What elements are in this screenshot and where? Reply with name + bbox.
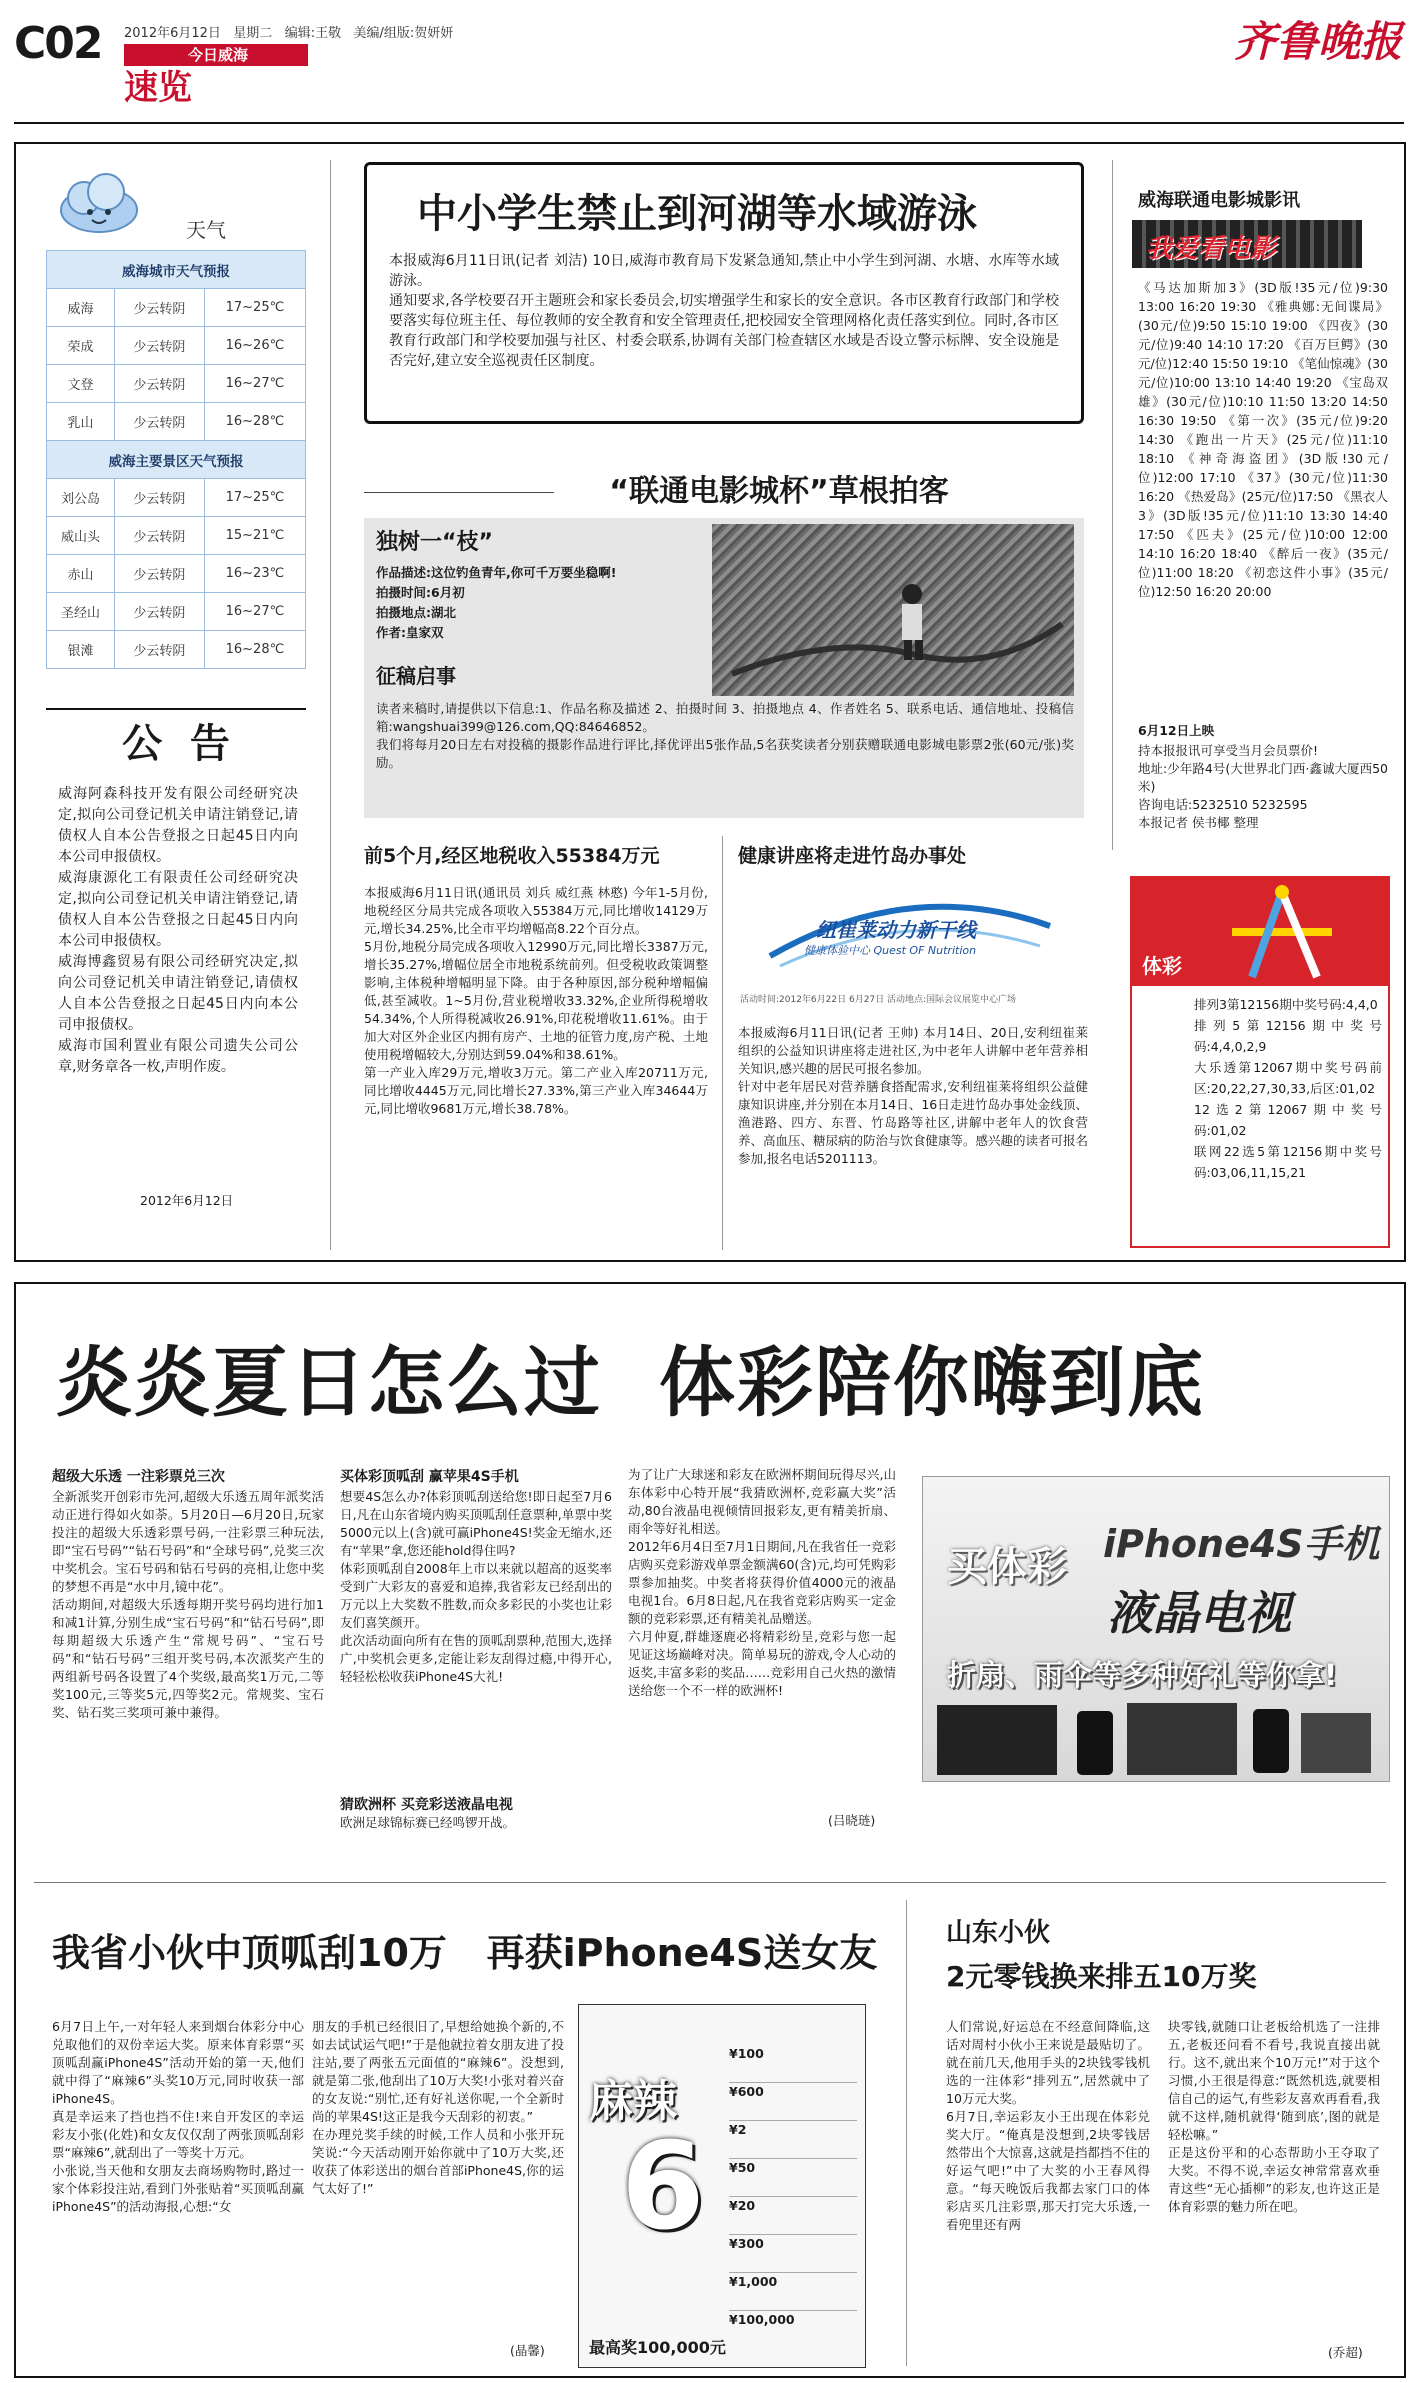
ad-line2: iPhone4S手机: [1103, 1522, 1380, 1566]
health-strip: 活动时间:2012年6月22日 6月27日 活动地点:国际会议展览中心广场: [740, 995, 1017, 1005]
health-logo-main: 纽崔莱动力新干线: [816, 918, 976, 942]
cinema-title: 威海联通电影城影讯: [1138, 190, 1300, 211]
city-weather-title: 威海城市天气预报: [47, 251, 306, 289]
table-row: 乳山 少云转阴 16~28℃: [47, 403, 306, 441]
cinema-banner: [1132, 220, 1362, 268]
call-title: 征稿启事: [376, 664, 456, 688]
health-headline: 健康讲座将走进竹岛办事处: [738, 845, 967, 867]
tax-body: 本报威海6月11日讯(通讯员 刘兵 威红燕 林憨) 今年1-5月份,地税经区分局共完成各项收入55384万元,同比增收14129万元,增长34.25%,比全市平均增幅高8.22个百分点。 5月份,地税分局完成各项收入12990万元,同比增长3387万元,增长35.27%,增幅位居全市地税系统前列。但受税收政策调整影响,主体税种增幅明显下降。由于各种原因,部分税种增幅偏低,甚至减收。1~5月份,营业税增收33.32%,企业所得税增收54.34%,个人所得税减收26.91%,印花税增收11.61%。由于加大对区外企业区内拥有房产、土地的征管力度,房产税、土地使用税增幅较大,分别达到59.04%和38.61%。 第一产业入库29万元,增收3万元。第二产业入库20711万元,同比增收4445万元,同比增长27.33%,第三产业入库34644万元,同比增收9681万元,增长38.78%。: [364, 885, 708, 1116]
change-headline: 2元零钱换来排五10万奖: [946, 1960, 1257, 1993]
notice-body: 威海阿森科技开发有限公司经研究决定,拟向公司登记机关申请注销登记,请债权人自本公告登报之日起45日内向本公司申报债权。 威海康源化工有限责任公司经研究决定,拟向公司登记机关申请注销登记,请债权人自本公告登报之日起45日内向本公司申报债权。 威海博鑫贸易有限公司经研究决定,拟向公司登记机关申请注销登记,请债权人自本公告登报之日起45日内向本公司申报债权。 威海市国利置业有限公司遗失公司公章,财务章各一枚,声明作废。: [58, 786, 298, 1075]
cinema-footer: 持本报报讯可享受当月会员票价! 地址:少年路4号(大世界北门西·鑫诚大厦西50米) 咨询电话:5232510 5232595 本报记者 侯书椰 整理: [1138, 743, 1388, 830]
health-logo: [760, 886, 1060, 986]
feature-col2-body2: 欧洲足球锦标赛已经鸣锣开战。: [340, 1815, 516, 1830]
feature-col3-credit: (吕晓琏): [828, 1813, 876, 1828]
lottery-label: 体彩: [1142, 954, 1182, 978]
cinema-banner-text: 我爱看电影: [1146, 234, 1277, 264]
lead-story-box: [364, 162, 1084, 424]
ticket-prize: ¥1,000: [729, 2273, 857, 2311]
feature-col1-body: 全新派奖开创彩市先河,超级大乐透五周年派奖活动正进行得如火如荼。5月20日—6月20日,玩家投注的超级大乐透彩票号码,一注彩票三种玩法,即“宝石号码”“钻石号码”和“全球号码”,兑奖三次中奖机会。宝石号码和钻石号码的亮相,让您中奖的梦想不再是“水中月,镜中花”。 活动期间,对超级大乐透每期开奖号码均进行加1和减1计算,分别生成“宝石号码”和“钻石号码”,即每期超级大乐透产生“常规号码”、“宝石号码”和“钻石号码”三组开奖号码,本次派奖产生的两组新号码各设置了4个奖级,最高奖1万元,二等奖100元,三等奖5元,四等奖2元。常规奖、宝石奖、钻石奖三奖项可兼中兼得。: [52, 1489, 324, 1720]
feature-col2-sub: 买体彩顶呱刮 赢苹果4S手机: [340, 1469, 519, 1485]
page-code: C02: [14, 18, 102, 69]
tax-headline: 前5个月,经区地税收入55384万元: [364, 845, 660, 867]
lottery-results: 排列3第12156期中奖号码:4,4,0 排列5第12156期中奖号码:4,4,0,2,9 大乐透第12067期中奖号码前区:20,22,27,30,33,后区:01,02 12选2第12067期中奖号码:01,02 联网22选5第12156期中奖号码:03,06,11,15,21: [1194, 997, 1382, 1180]
contest-photo: [712, 524, 1074, 696]
tv-phone-image: [937, 1699, 1377, 1779]
lottery-logo-icon: [1222, 882, 1342, 982]
ticket-prize: ¥2: [729, 2121, 857, 2159]
ad-line1: 买体彩: [947, 1544, 1067, 1590]
feature-col3-body: 为了让广大球迷和彩友在欧洲杯期间玩得尽兴,山东体彩中心特开展“我猜欧洲杯,竞彩赢大奖”活动,80台液晶电视倾情回报彩友,更有精美折扇、雨伞等好礼相送。 2012年6月4日至7月1日期间,凡在我省任一竞彩店购买竞彩游戏单票金额满60(含)元,均可凭购彩票参加抽奖。中奖者将获得价值4000元的液晶电视1台。6月8日起,凡在我省竞彩店购买一定金额的竞彩彩票,还有精美礼品赠送。 六月仲夏,群雄逐鹿必将精彩纷呈,竞彩与您一起见证这场巅峰对决。简单易玩的游戏,令人心动的返奖,丰富多彩的奖品……竞彩用自己火热的激情送给您一个不一样的欧洲杯!: [628, 1467, 896, 1698]
masthead-logo: 齐鲁晚报: [1234, 17, 1403, 66]
ticket-number: 6: [621, 2118, 705, 2257]
table-row: 文登 少云转阴 16~27℃: [47, 365, 306, 403]
right-column-divider: [1112, 160, 1113, 850]
scratch-col2: 朋友的手机已经很旧了,早想给她换个新的,不如去试试运气吧!”于是他就拉着女朋友进了投注站,要了两张五元面值的“麻辣6”。没想到,就是第二张,他刮出了10万大奖!小张对着兴奋的女友说:“别忙,还有好礼送你呢,一个全新时尚的苹果4S!这正是我今天刮彩的初衷。” 在办理兑奖手续的时候,工作人员和小张开玩笑说:“今天活动刚开始你就中了10万大奖,还收获了体彩送出的烟台首部iPhone4S,你的运气太好了!”: [312, 2019, 564, 2196]
city-weather-table: [46, 250, 306, 669]
feature-ad: [922, 1476, 1390, 1782]
table-row: 威山头 少云转阴 15~21℃: [47, 517, 306, 555]
feature-headline: 炎炎夏日怎么过 体彩陪你嗨到底: [56, 1338, 1205, 1427]
contest-rule-left: [364, 492, 554, 493]
feature-col2-sub2: 猜欧洲杯 买竞彩送液晶电视: [340, 1797, 513, 1813]
feature-bottom-divider: [34, 1882, 1386, 1883]
change-col2: 块零钱,就随口让老板给机选了一注排五,老板还问看不看号,我说直接出就行。这不,就出来个10万元!”对于这个习惯,小王很是得意:“既然机选,就要相信自己的运气,有些彩友喜欢再看看,我就不这样,随机就得‘随到底’,图的就是轻松嘛。” 正是这份平和的心态帮助小王夺取了大奖。不得不说,幸运女神常常喜欢垂青这些“无心插柳”的彩友,也许这正是体育彩票的魅力所在吧。: [1168, 2019, 1380, 2214]
ticket-prize: ¥300: [729, 2235, 857, 2273]
ticket-prize: ¥600: [729, 2083, 857, 2121]
bottom-column-divider: [906, 1900, 907, 2366]
change-credit: (乔超): [1328, 2345, 1363, 2360]
ticket-prize: ¥100: [729, 2045, 857, 2083]
contest-title: “联通电影城杯”草根拍客: [609, 474, 949, 509]
health-logo-sub: 健康体验中心 Quest OF Nutrition: [804, 944, 977, 957]
cinema-date-note: 6月12日上映: [1138, 723, 1215, 738]
change-kicker: 山东小伙: [946, 1918, 1051, 1948]
notice-title: 公 告: [122, 721, 230, 767]
work-desc: 作品描述:这位钓鱼青年,你可千万要坐稳啊!: [376, 565, 617, 580]
cinema-listings: 《马达加斯加3》(3D版!35元/位)9:30 13:00 16:20 19:30 《雅典娜:无间谍局》(30元/位)9:50 15:10 19:00 《四夜》(30元/位)9:40 14:10 17:20 《百万巨鳄》(30元/位)12:40 15:50 19:10 《笔仙惊魂》(30元/位)10:00 13:10 14:40 19:20 《宝岛双雄》(30元/位)10:10 11:50 13:20 14:50 16:30 19:50 《第一次》(35元/位)9:20 14:30 《跑出一片天》(25元/位)11:10 18:10 《神奇海盗团》(3D版!30元/位)12:00 17:10 《37》(30元/位)11:30 16:20 《热爱岛》(25元/位)17:50 《黑衣人3》(3D版!35元/位)11:10 13:30 14:40 17:50 《匹夫》(25元/位)10:00 12:00 14:10 16:20 18:40 《醉后一夜》(35元/位)11:00 18:20 《初恋这件小事》(35元/位)12:50 16:20 20:00: [1138, 280, 1388, 599]
notice-divider: [46, 708, 306, 710]
scratch-credit: (晶馨): [510, 2343, 545, 2358]
table-row: 银滩 少云转阴 16~28℃: [47, 631, 306, 669]
ad-line4: 折扇、雨伞等多种好礼等你拿!: [947, 1658, 1338, 1692]
ticket-prize: ¥100,000: [729, 2312, 795, 2327]
section-tag: 今日威海: [124, 44, 308, 66]
table-row: 赤山 少云转阴 16~23℃: [47, 555, 306, 593]
section-title: 速览: [124, 68, 192, 108]
table-row: 荣成 少云转阴 16~26℃: [47, 327, 306, 365]
column-divider: [330, 160, 331, 1250]
fisherman-figure: [712, 524, 1074, 696]
lottery-box: [1130, 876, 1390, 1248]
notice-date: 2012年6月12日: [140, 1193, 234, 1208]
work-time: 拍摄时间:6月初: [376, 585, 465, 600]
date-line: 2012年6月12日 星期二 编辑:王敬 美编/组版:贺妍妍: [124, 26, 454, 41]
ticket-prize: ¥20: [729, 2197, 857, 2235]
change-col1: 人们常说,好运总在不经意间降临,这话对周村小伙小王来说是最贴切了。就在前几天,他用手头的2块钱零钱机选的一注体彩“排列五”,居然就中了10万元大奖。 6月7日,幸运彩友小王出现在体彩兑奖大厅。“俺真是没想到,2块零钱居然带出个大惊喜,这就是挡都挡不住的好运气吧!”中了大奖的小王春风得意。“每天晚饭后我都去家门口的体彩店买几注彩票,那天打完大乐透,一看兜里还有两: [946, 2019, 1150, 2232]
feature-col2-body: 想要4S怎么办?体彩顶呱刮送给您!即日起至7月6日,凡在山东省境内购买顶呱刮任意票种,单票中奖5000元以上(含)就可赢iPhone4S!奖金无缩水,还有“苹果”拿,您还能hold得住吗? 体彩顶呱刮自2008年上市以来就以超高的返奖率受到广大彩友的喜爱和追捧,我省彩友已经刮出的万元以上大奖数不胜数,而众多彩民的小奖也让彩友们喜笑颜开。 此次活动面向所有在售的顶呱刮票种,范围大,选择广,中奖机会更多,定能让彩友刮得过瘾,中得开心,轻轻松松收获iPhone4S大礼!: [340, 1489, 612, 1684]
ticket-prize: ¥50: [729, 2159, 857, 2197]
ad-line3: 液晶电视: [1107, 1586, 1291, 1640]
header-rule: [14, 122, 1404, 124]
work-place: 拍摄地点:湖北: [376, 605, 456, 620]
mid-divider: [722, 836, 723, 1250]
table-row: 刘公岛 少云转阴 17~25℃: [47, 479, 306, 517]
ticket-bottom: 最高奖100,000元: [589, 2338, 726, 2357]
health-body: 本报威海6月11日讯(记者 王帅) 本月14日、20日,安利纽崔莱组织的公益知识讲座将走进社区,为中老年人讲解中老年营养相关知识,感兴趣的居民可报名参加。 针对中老年居民对营养膳食搭配需求,安利纽崔莱将组织公益健康知识讲座,并分别在本月14日、16日走进竹岛办事处金线顶、渔港路、四方、东晋、竹岛路等社区,讲解中老年人的饮食营养、高血压、糖尿病的防治与饮食健康等。感兴趣的读者可报名参加,报名电话5201113。: [738, 1025, 1089, 1166]
table-row: 威海 少云转阴 17~25℃: [47, 289, 306, 327]
work-title: 独树一“枝”: [376, 530, 493, 555]
ticket-prize-grid: [729, 2045, 857, 2349]
weather-tables: [46, 250, 306, 669]
ticket-title: 麻辣: [589, 2076, 677, 2127]
cloud-icon: [54, 168, 144, 238]
weather-label: 天气: [186, 218, 226, 242]
scratch-headline: 我省小伙中顶呱刮10万 再获iPhone4S送女友: [52, 1931, 878, 1975]
table-row: 圣经山 少云转阴 16~27℃: [47, 593, 306, 631]
lead-body: 本报威海6月11日讯(记者 刘洁) 10日,威海市教育局下发紧急通知,禁止中小学生到河湖、水塘、水库等水域游泳。 通知要求,各学校要召开主题班会和家长委员会,切实增强学生和家长的安全意识。各市区教育行政部门和学校要落实每位班主任、每位教师的安全教育和安全管理责任,把校园安全管理网格化责任落实到位。同时,各市区教育行政部门和学校要加强与社区、村委会联系,协调有关部门检查辖区水域是否设立警示标牌、安全设施是否完好,建立安全巡视责任区制度。: [389, 253, 1059, 369]
work-author: 作者:皇家双: [376, 625, 444, 640]
lottery-banner: [1132, 878, 1388, 986]
call-body: 读者来稿时,请提供以下信息:1、作品名称及描述 2、拍摄时间 3、拍摄地点 4、作者姓名 5、联系电话、通信地址、投稿信箱:wangshuai399@126.com,QQ:84646852。 我们将每月20日左右对投稿的摄影作品进行评比,择优评出5张作品,5名获奖读者分别获赠联通电影城电影票2张(60元/张)奖励。: [376, 701, 1074, 770]
scenic-weather-title: 威海主要景区天气预报: [47, 441, 306, 479]
lead-headline: 中小学生禁止到河湖等水域游泳: [417, 191, 977, 237]
feature-col1-sub: 超级大乐透 一注彩票兑三次: [52, 1469, 225, 1485]
scratch-col1: 6月7日上午,一对年轻人来到烟台体彩分中心兑取他们的双份幸运大奖。原来体育彩票“买顶呱刮赢iPhone4S”活动开始的第一天,他们就中得了“麻辣6”头奖10万元,同时收获一部iPhone4S。 真是幸运来了挡也挡不住!来自开发区的幸运彩友小张(化姓)和女友仅仅刮了两张顶呱刮彩票“麻辣6”,就刮出了一等奖十万元。 小张说,当天他和女朋友去商场购物时,路过一家个体彩投注站,看到门外张贴着“买顶呱刮赢iPhone4S”的活动海报,心想:“女: [52, 2019, 304, 2214]
scratch-ticket: [578, 2004, 866, 2368]
